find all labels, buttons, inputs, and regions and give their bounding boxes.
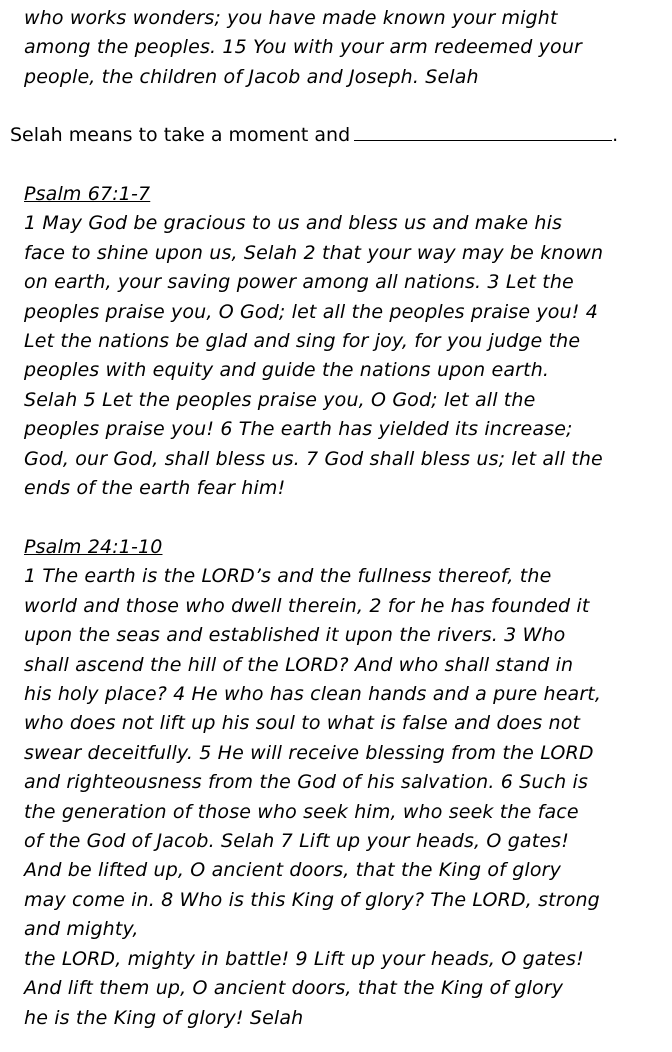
fill-in-question	[10, 120, 670, 150]
passage-line: the LORD, mighty in battle! 9 Lift up your heads, O gates!	[24, 947, 584, 970]
passage-line: And be lifted up, O ancient doors, that the King of glory	[24, 859, 561, 882]
passage-line: 1 May God be gracious to us and bless us and make his	[24, 212, 563, 235]
psalm-67-title: Psalm 67:1-7	[24, 183, 151, 205]
passage-line: of the God of Jacob. Selah 7 Lift up your heads, O gates!	[24, 830, 569, 853]
psalm-67-passage	[24, 180, 664, 503]
passage-line: shall ascend the hill of the LORD? And who shall stand in	[24, 653, 574, 676]
passage-line: the generation of those who seek him, who seek the face	[24, 800, 579, 823]
fill-in-period: .	[612, 124, 619, 146]
passage-line: swear deceitfully. 5 He will receive blessing from the LORD	[24, 741, 594, 764]
passage-line: face to shine upon us, Selah 2 that your way may be known	[24, 241, 604, 264]
passage-line: among the peoples. 15 You with your arm redeemed your	[24, 36, 582, 59]
passage-line: ends of the earth fear him!	[24, 477, 286, 500]
passage-line: peoples praise you! 6 The earth has yielded its increase;	[24, 418, 573, 441]
passage-line: and mighty,	[24, 918, 139, 941]
passage-line: And lift them up, O ancient doors, that the King of glory	[24, 977, 564, 1000]
passage-line: on earth, your saving power among all nations. 3 Let the	[24, 271, 574, 294]
passage-line: people, the children of Jacob and Joseph. Selah	[24, 65, 479, 88]
passage-line: peoples praise you, O God; let all the peoples praise you! 4	[24, 300, 598, 323]
passage-line: may come in. 8 Who is this King of glory? The LORD, strong	[24, 888, 600, 911]
fill-in-prompt: Selah means to take a moment and	[10, 124, 351, 146]
passage-line: God, our God, shall bless us. 7 God shall bless us; let all the	[24, 447, 603, 470]
intro-passage	[24, 4, 664, 92]
passage-line: 1 The earth is the LORD’s and the fullness thereof, the	[24, 565, 552, 588]
answer-blank[interactable]	[354, 122, 612, 141]
passage-line: who does not lift up his soul to what is false and does not	[24, 712, 581, 735]
psalm-24-title: Psalm 24:1-10	[24, 536, 163, 558]
psalm-24-passage	[24, 533, 664, 1033]
passage-line: upon the seas and established it upon the rivers. 3 Who	[24, 624, 566, 647]
passage-line: Let the nations be glad and sing for joy, for you judge the	[24, 330, 581, 353]
passage-line: his holy place? 4 He who has clean hands and a pure heart,	[24, 683, 602, 706]
passage-line: world and those who dwell therein, 2 for he has founded it	[24, 594, 590, 617]
passage-line: he is the King of glory! Selah	[24, 1006, 304, 1029]
passage-line: who works wonders; you have made known your might	[24, 7, 558, 29]
passage-line: peoples with equity and guide the nations upon earth.	[24, 359, 550, 382]
passage-line: and righteousness from the God of his salvation. 6 Such is	[24, 771, 589, 794]
passage-line: Selah 5 Let the peoples praise you, O God; let all the	[24, 388, 536, 411]
